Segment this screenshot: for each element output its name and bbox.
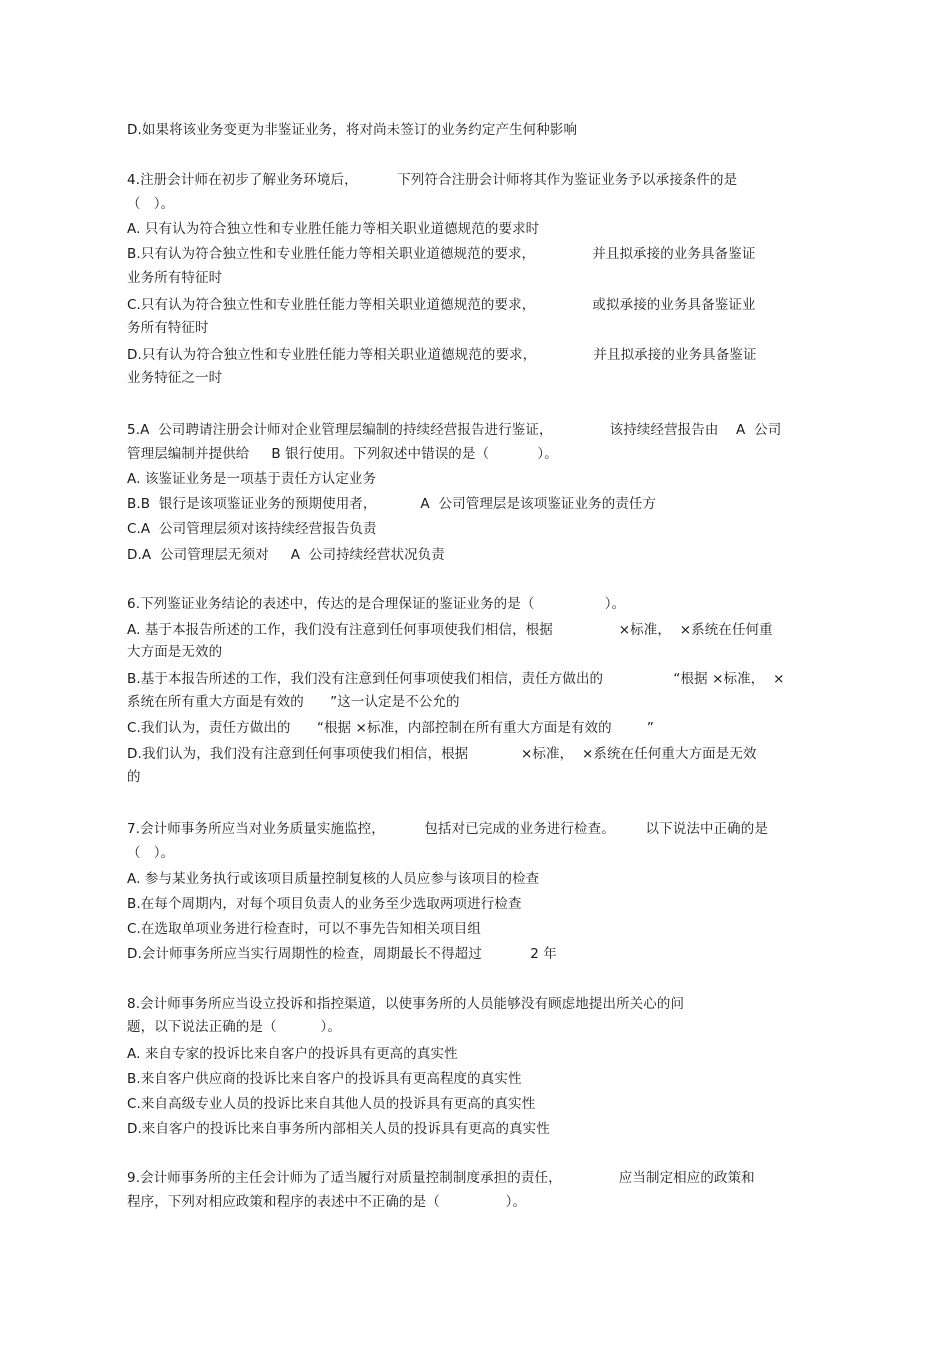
- option-b: B.只有认为符合独立性和专业胜任能力等相关职业道德规范的要求， 并且拟承接的业务具备鉴证: [127, 246, 756, 262]
- option-c: C.在选取单项业务进行检查时，可以不事先告知相关项目组: [127, 921, 481, 937]
- text-line: D.如果将该业务变更为非鉴证业务，将对尚未签订的业务约定产生何种影响: [127, 122, 578, 138]
- option-b: 业务所有特征时: [127, 270, 223, 286]
- question-8-stem: 8.会计师事务所应当设立投诉和指控渠道，以使事务所的人员能够没有顾虑地提出所关心的问: [127, 996, 685, 1012]
- option-b: B.来自客户供应商的投诉比来自客户的投诉具有更高程度的真实性: [127, 1071, 522, 1087]
- question-6-stem: 6.下列鉴证业务结论的表述中，传达的是合理保证的鉴证业务的是（ ）。: [127, 596, 626, 612]
- option-c: C.来自高级专业人员的投诉比来自其他人员的投诉具有更高的真实性: [127, 1096, 536, 1112]
- question-7-stem: （ ）。: [127, 845, 175, 861]
- option-d: D.会计师事务所应当实行周期性的检查，周期最长不得超过 2 年: [127, 946, 557, 962]
- option-c: 务所有特征时: [127, 320, 209, 336]
- option-c: C.A 公司管理层须对该持续经营报告负责: [127, 521, 377, 537]
- option-d: 业务特征之一时: [127, 370, 223, 386]
- option-d: D.只有认为符合独立性和专业胜任能力等相关职业道德规范的要求， 并且拟承接的业务具备鉴证: [127, 347, 757, 363]
- question-9-stem: 9.会计师事务所的主任会计师为了适当履行对质量控制制度承担的责任， 应当制定相应的政策和: [127, 1170, 755, 1186]
- option-d: 的: [127, 769, 141, 785]
- option-a: A. 基于本报告所述的工作，我们没有注意到任何事项使我们相信，根据 ×标准， ×系统在任何重: [127, 622, 773, 638]
- option-a: A. 该鉴证业务是一项基于责任方认定业务: [127, 471, 377, 487]
- option-a: A. 参与某业务执行或该项目质量控制复核的人员应参与该项目的检查: [127, 871, 540, 887]
- question-8-stem: 题，以下说法正确的是（ ）。: [127, 1019, 341, 1035]
- question-5-stem: 管理层编制并提供给 B 银行使用。下列叙述中错误的是（ ）。: [127, 446, 558, 462]
- option-b: B.基于本报告所述的工作，我们没有注意到任何事项使我们相信，责任方做出的 “根据 ×标准， ×: [127, 671, 785, 687]
- option-b: B.在每个周期内，对每个项目负责人的业务至少选取两项进行检查: [127, 896, 522, 912]
- option-b: 系统在所有重大方面是有效的 ”这一认定是不公允的: [127, 694, 460, 710]
- option-d: D.A 公司管理层无须对 A 公司持续经营状况负责: [127, 547, 445, 563]
- option-c: C.我们认为，责任方做出的 “根据 ×标准，内部控制在所有重大方面是有效的 ”: [127, 720, 654, 736]
- option-c: C.只有认为符合独立性和专业胜任能力等相关职业道德规范的要求， 或拟承接的业务具备鉴证业: [127, 297, 756, 313]
- question-7-stem: 7.会计师事务所应当对业务质量实施监控， 包括对已完成的业务进行检查。 以下说法中正确的是: [127, 821, 768, 837]
- question-4-stem: 4.注册会计师在初步了解业务环境后， 下列符合注册会计师将其作为鉴证业务予以承接条件的是: [127, 172, 738, 188]
- option-d: D.我们认为，我们没有注意到任何事项使我们相信，根据 ×标准， ×系统在任何重大方面是无效: [127, 746, 757, 762]
- option-a: A. 来自专家的投诉比来自客户的投诉具有更高的真实性: [127, 1046, 458, 1062]
- option-d: D.来自客户的投诉比来自事务所内部相关人员的投诉具有更高的真实性: [127, 1121, 550, 1137]
- question-5-stem: 5.A 公司聘请注册会计师对企业管理层编制的持续经营报告进行鉴证， 该持续经营报告由 A 公司: [127, 422, 782, 438]
- question-9-stem: 程序，下列对相应政策和程序的表述中不正确的是（ ）。: [127, 1194, 527, 1210]
- option-a: A. 只有认为符合独立性和专业胜任能力等相关职业道德规范的要求时: [127, 221, 540, 237]
- option-b: B.B 银行是该项鉴证业务的预期使用者， A 公司管理层是该项鉴证业务的责任方: [127, 496, 657, 512]
- question-4-stem: （ ）。: [127, 196, 175, 212]
- option-a: 大方面是无效的: [127, 644, 223, 660]
